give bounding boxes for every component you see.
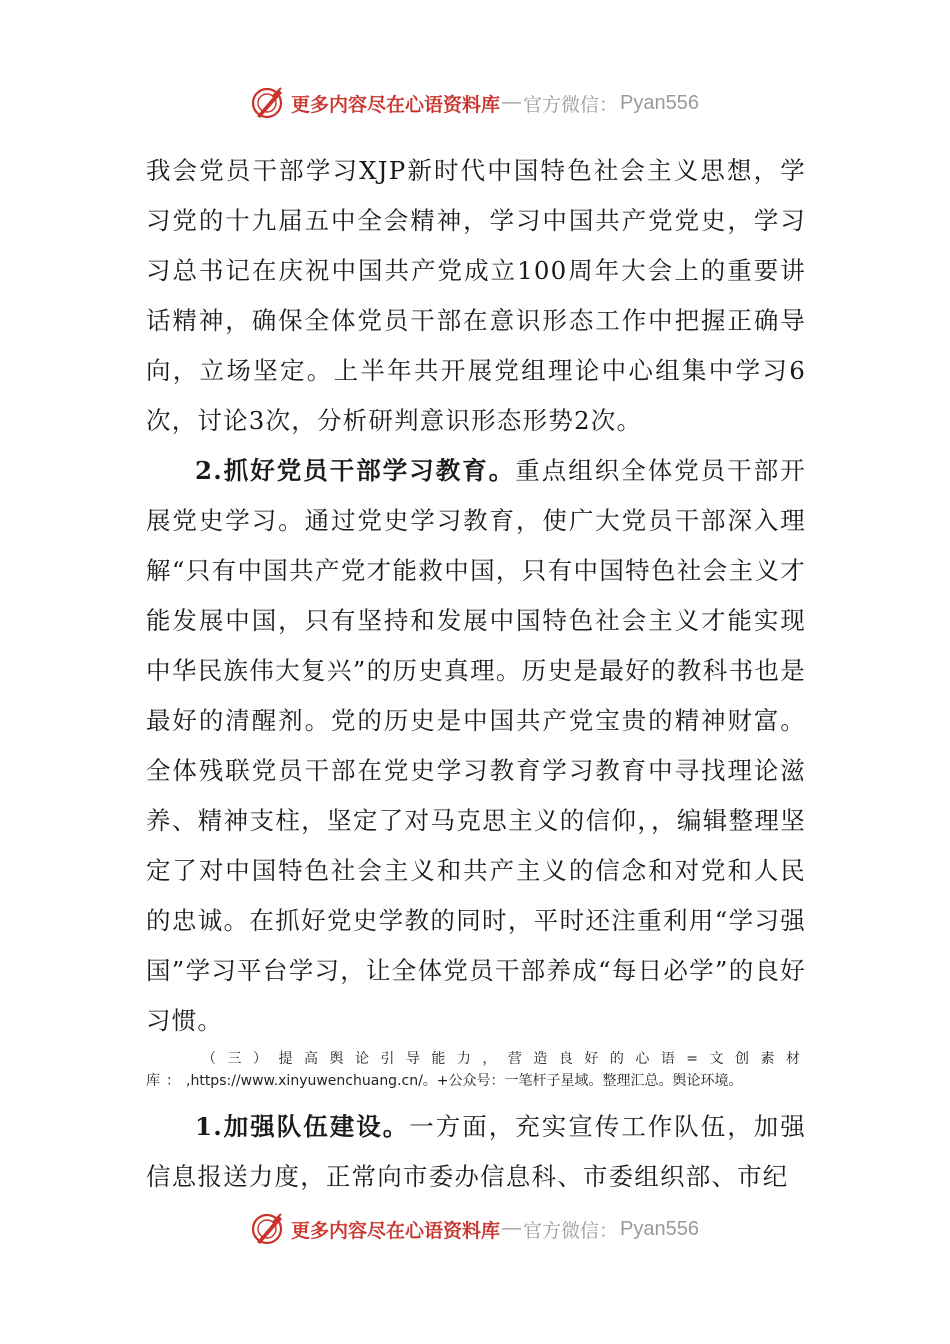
header-dash: — — [502, 92, 522, 113]
paragraph-3-text: 一方面，充实宣传工作队伍，加强信息报送力度，正常向市委办信息科、市委组织部、市纪 — [146, 1112, 806, 1191]
paragraph-2 — [146, 446, 806, 1046]
header-official-label: 官方微信： — [523, 93, 619, 116]
watermark-note-lead: （三）提高舆论引导能力，营造良好的心语=文创素材库： — [146, 1051, 806, 1089]
quill-logo-icon — [251, 1212, 285, 1246]
footer-banner — [0, 1204, 950, 1254]
header-wechat-id: Pyan556 — [620, 91, 699, 114]
paragraph-3 — [146, 1102, 806, 1202]
footer-wechat-id: Pyan556 — [620, 1217, 699, 1240]
quill-logo-icon — [251, 86, 285, 120]
document-body — [146, 146, 806, 1202]
paragraph-3-heading: 1.加强队伍建设。 — [195, 1112, 410, 1141]
paragraph-2-heading: 2.抓好党员干部学习教育。 — [195, 456, 516, 485]
paragraph-2-text: 重点组织全体党员干部开展党史学习。通过党史学习教育，使广大党员干部深入理解“只有中国共产党才能救中国，只有中国特色社会主义才能发展中国，只有坚持和发展中国特色社会主义才能实现中华民族伟大复兴”的历史真理。历史是最好的教科书也是最好的清醒剂。党的历史是中国共产党宝贵的精神财富。全体残联党员干部在党史学习教育学习教育中寻找理论滋养、精神支柱，坚定了对马克思主义的信仰，，编辑整理坚定了对中国特色社会主义和共产主义的信念和对党和人民的忠诚。在抓好党史学教的同时，平时还注重利用“学习强国”学习平台学习，让全体党员干部养成“每日必学”的良好习惯。 — [146, 456, 806, 1035]
header-banner — [0, 78, 950, 128]
footer-brand: 更多内容尽在心语资料库 — [291, 1219, 501, 1242]
watermark-note-rest: ,https://www.xinyuwenchuang.cn/。+公众号：一笔杆子星域。整理汇总。舆论环境。 — [186, 1073, 743, 1089]
footer-official-label: 官方微信： — [523, 1219, 619, 1242]
footer-dash: — — [502, 1218, 522, 1239]
watermark-note — [146, 1048, 806, 1092]
paragraph-1: 我会党员干部学习XJP新时代中国特色社会主义思想，学习党的十九届五中全会精神，学习中国共产党党史，学习习总书记在庆祝中国共产党成立100周年大会上的重要讲话精神，确保全体党员干部在意识形态工作中把握正确导向，立场坚定。上半年共开展党组理论中心组集中学习6次，讨论3次，分析研判意识形态形势2次。 — [146, 156, 806, 435]
header-brand: 更多内容尽在心语资料库 — [291, 93, 501, 116]
